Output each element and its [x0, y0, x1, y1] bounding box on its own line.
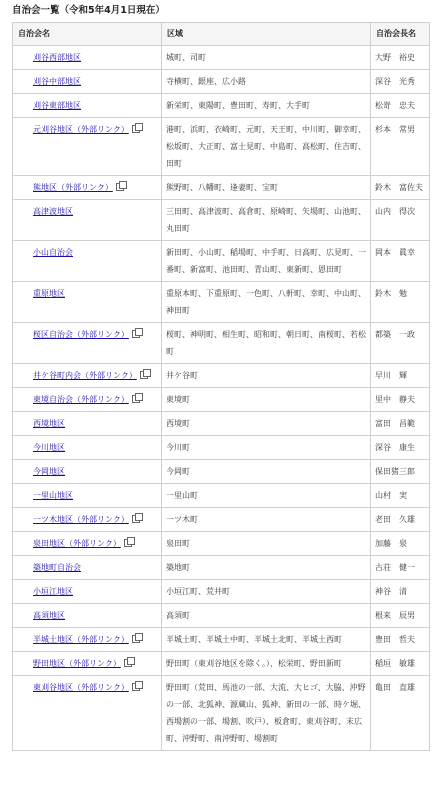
table-row	[13, 388, 430, 412]
table-row	[13, 652, 430, 676]
header-area: 区域	[162, 23, 371, 46]
area-cell: 西境町	[162, 412, 371, 436]
area-cell: 熊野町、八幡町、逢妻町、宝町	[162, 176, 371, 200]
district-link[interactable]: 刈谷西部地区	[33, 53, 81, 62]
leader-cell: 松嵜 忠夫	[371, 94, 430, 118]
table-row	[13, 628, 430, 652]
leader-cell: 亀田 直雄	[371, 676, 430, 751]
district-cell	[13, 323, 162, 364]
leader-cell: 鈴木 富佐夫	[371, 176, 430, 200]
district-cell	[13, 532, 162, 556]
table-row	[13, 556, 430, 580]
leader-cell: 深谷 康生	[371, 436, 430, 460]
district-cell	[13, 508, 162, 532]
district-cell	[13, 94, 162, 118]
district-link[interactable]: 今川地区	[33, 443, 65, 452]
table-row	[13, 282, 430, 323]
district-cell	[13, 628, 162, 652]
district-cell	[13, 652, 162, 676]
table-row	[13, 364, 430, 388]
district-link[interactable]: 一ツ木地区（外部リンク）	[33, 515, 129, 524]
area-cell: 新栄町、東陽町、豊田町、寿町、大手町	[162, 94, 371, 118]
table-row	[13, 532, 430, 556]
district-link[interactable]: 刈谷中部地区	[33, 77, 81, 86]
area-cell: 野田町（東刈谷地区を除く。）、松栄町、野田新町	[162, 652, 371, 676]
external-link-icon[interactable]	[140, 371, 148, 379]
district-cell	[13, 436, 162, 460]
district-link[interactable]: 半城土地区（外部リンク）	[33, 635, 129, 644]
leader-cell: 古荘 健一	[371, 556, 430, 580]
area-cell: 高須町	[162, 604, 371, 628]
district-cell	[13, 200, 162, 241]
leader-cell: 里中 静夫	[371, 388, 430, 412]
external-link-icon[interactable]	[124, 659, 132, 667]
table-row	[13, 200, 430, 241]
area-cell: 一里山町	[162, 484, 371, 508]
district-cell	[13, 388, 162, 412]
leader-cell: 老田 久雄	[371, 508, 430, 532]
district-cell	[13, 176, 162, 200]
leader-cell: 鈴木 勉	[371, 282, 430, 323]
table-row	[13, 460, 430, 484]
header-district: 自治会名	[13, 23, 162, 46]
leader-cell: 加藤 泉	[371, 532, 430, 556]
area-cell: 重原本町、下重原町、一色町、八軒町、幸町、中山町、神田町	[162, 282, 371, 323]
table-row	[13, 323, 430, 364]
district-link[interactable]: 高須地区	[33, 611, 65, 620]
district-link[interactable]: 東境自治会（外部リンク）	[33, 395, 129, 404]
district-link[interactable]: 元刈谷地区（外部リンク）	[33, 125, 129, 134]
table-row	[13, 176, 430, 200]
area-cell: 半城土町、半城土中町、半城土北町、半城土西町	[162, 628, 371, 652]
external-link-icon[interactable]	[132, 635, 140, 643]
table-body	[13, 46, 430, 751]
external-link-icon[interactable]	[132, 683, 140, 691]
district-link[interactable]: 一里山地区	[33, 491, 73, 500]
district-cell	[13, 556, 162, 580]
leader-cell: 富田 昌範	[371, 412, 430, 436]
district-cell	[13, 241, 162, 282]
area-cell: 桜町、神明町、相生町、昭和町、朝日町、南桜町、若松町	[162, 323, 371, 364]
table-row	[13, 94, 430, 118]
leader-cell: 大野 裕史	[371, 46, 430, 70]
district-cell	[13, 484, 162, 508]
district-link[interactable]: 泉田地区（外部リンク）	[33, 539, 121, 548]
table-row	[13, 118, 430, 176]
district-link[interactable]: 高津波地区	[33, 207, 73, 216]
district-cell	[13, 580, 162, 604]
leader-cell: 根来 辰男	[371, 604, 430, 628]
leader-cell: 神谷 清	[371, 580, 430, 604]
table-row	[13, 484, 430, 508]
table-header	[13, 23, 430, 46]
area-cell: 井ケ谷町	[162, 364, 371, 388]
district-link[interactable]: 東刈谷地区（外部リンク）	[33, 683, 129, 692]
external-link-icon[interactable]	[116, 183, 124, 191]
table-row	[13, 508, 430, 532]
district-cell	[13, 364, 162, 388]
district-link[interactable]: 西境地区	[33, 419, 65, 428]
area-cell: 今岡町	[162, 460, 371, 484]
area-cell: 小垣江町、荒井町	[162, 580, 371, 604]
leader-cell: 杉本 常男	[371, 118, 430, 176]
district-cell	[13, 460, 162, 484]
district-link[interactable]: 今岡地区	[33, 467, 65, 476]
district-link[interactable]: 野田地区（外部リンク）	[33, 659, 121, 668]
district-link[interactable]: 築地町自治会	[33, 563, 81, 572]
area-cell: 東境町	[162, 388, 371, 412]
external-link-icon[interactable]	[124, 539, 132, 547]
table-row	[13, 241, 430, 282]
area-cell: 三田町、高津波町、高倉町、原崎町、矢場町、山池町、丸田町	[162, 200, 371, 241]
district-link[interactable]: 小山自治会	[33, 248, 73, 257]
area-cell: 今川町	[162, 436, 371, 460]
external-link-icon[interactable]	[132, 395, 140, 403]
district-link[interactable]: 熊地区（外部リンク）	[33, 183, 113, 192]
leader-cell: 山村 実	[371, 484, 430, 508]
leader-cell: 山内 得次	[371, 200, 430, 241]
district-link[interactable]: 井ケ谷町内会（外部リンク）	[33, 371, 137, 380]
district-cell	[13, 412, 162, 436]
area-cell: 港町、浜町、衣崎町、元町、天王町、中川町、御幸町、松坂町、大正町、富士見町、中島町、高松町、住吉町、田町	[162, 118, 371, 176]
area-cell: 新田町、小山町、稲場町、中手町、日高町、広見町、一番町、新富町、池田町、青山町、東新町、恩田町	[162, 241, 371, 282]
district-cell	[13, 604, 162, 628]
area-cell: 野田町（荒田、馬池の一部、大流、大ヒゴ、大脇、沖野の一部、北狐神、源蔵山、狐神、新田の一部、時ケ堀、西場割の一部、場割、吹戸）、板倉町、東刈谷町、末広町、沖野町、南沖野町、場割町	[162, 676, 371, 751]
leader-cell: 都築 一政	[371, 323, 430, 364]
district-cell	[13, 282, 162, 323]
leader-cell: 岡本 眞幸	[371, 241, 430, 282]
area-cell: 一ツ木町	[162, 508, 371, 532]
district-cell	[13, 46, 162, 70]
district-cell	[13, 70, 162, 94]
leader-cell: 早川 輝	[371, 364, 430, 388]
external-link-icon[interactable]	[132, 515, 140, 523]
district-link[interactable]: 重原地区	[33, 289, 65, 298]
table-caption: 自治会一覧（令和5年4月1日現在）	[12, 5, 165, 16]
header-row	[13, 23, 430, 46]
table-row	[13, 46, 430, 70]
district-link[interactable]: 桜区自治会（外部リンク）	[33, 330, 129, 339]
leader-cell: 深谷 光秀	[371, 70, 430, 94]
table-row	[13, 70, 430, 94]
district-cell	[13, 118, 162, 176]
external-link-icon[interactable]	[132, 125, 140, 133]
leader-cell: 保田猪三郎	[371, 460, 430, 484]
district-link[interactable]: 小垣江地区	[33, 587, 73, 596]
table-row	[13, 676, 430, 751]
area-cell: 泉田町	[162, 532, 371, 556]
area-cell: 築地町	[162, 556, 371, 580]
table-row	[13, 436, 430, 460]
table-row	[13, 604, 430, 628]
area-cell: 寺横町、銀座、広小路	[162, 70, 371, 94]
table-row	[13, 580, 430, 604]
table-row	[13, 412, 430, 436]
external-link-icon[interactable]	[132, 330, 140, 338]
leader-cell: 稲垣 敏雄	[371, 652, 430, 676]
district-link[interactable]: 刈谷東部地区	[33, 101, 81, 110]
area-cell: 城町、司町	[162, 46, 371, 70]
leader-cell: 豊田 哲夫	[371, 628, 430, 652]
header-leader: 自治会長名	[371, 23, 430, 46]
district-cell	[13, 676, 162, 751]
district-table	[12, 22, 430, 751]
